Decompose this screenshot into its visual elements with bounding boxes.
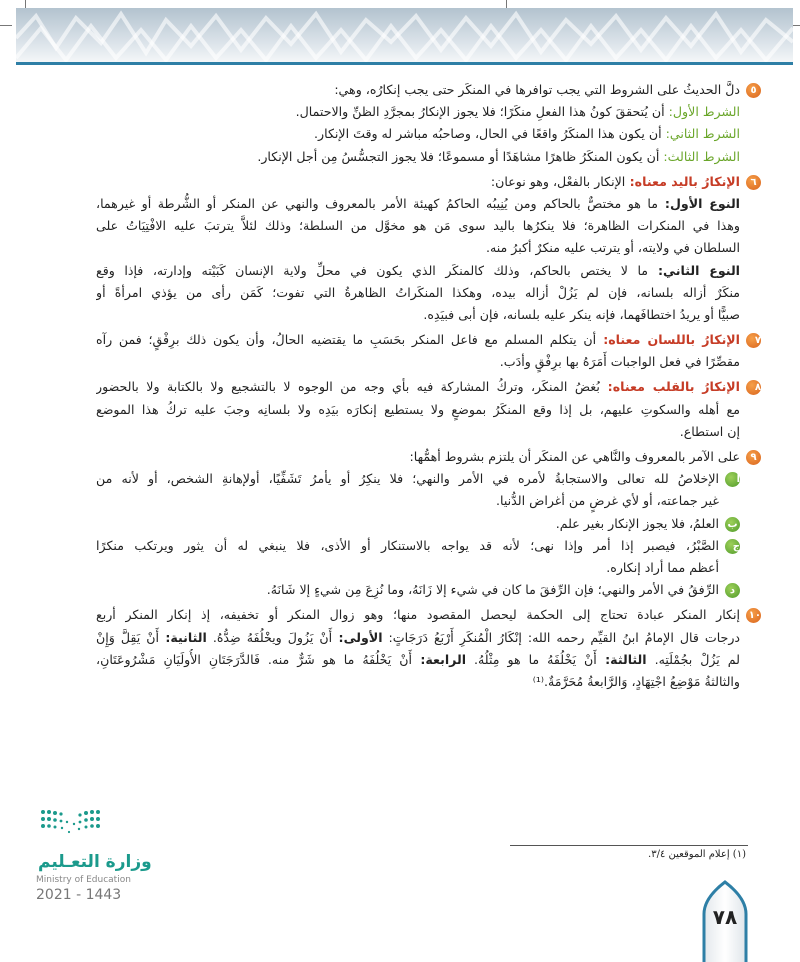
body-text: إن استطاع. [679,423,740,439]
body-text: غير جماعته، أو لأي غرضٍ من أغراض الدُّنيا. [496,493,719,509]
text-line [96,604,761,626]
number-badge-icon: ج [725,539,740,554]
text-line [96,446,761,468]
number-badge-icon: ٧ [746,333,761,348]
text-line [96,557,761,579]
body-text: الإخلاصُ لله تعالى والاستجابةُ لأمره في الأمر والنهي؛ فلا ينكِرُ أو يأمرُ تَشَفِّيًا، أولإهانةِ الشخص، أو لأنه من [96,471,719,487]
text-line [96,146,761,168]
text-line [96,627,761,649]
body-text: ما لا يختص بالحاكم، وذلك كالمنكَر الذي يكون في محلِّ ولاية الإنسان كَبَيْته وإدارته، فإذا وقع [96,262,649,278]
text-line [96,282,761,304]
body-text: بُغضُ المنكَر، وتركُ المشاركة فيه بأي وجه من الوجوه لا بالتشجيع ولا بالكتابة ولا بالحضور [96,379,600,395]
crop-mark [0,25,12,26]
label: الثالثة: [596,651,647,667]
text-line [96,490,761,512]
body-text: الصَّبْرُ، فيصبر إذا أمر وإذا نهى؛ لأنه قد يواجه بالاستنكار أو الأذى، فلا ينبغي له أن يثور ويرتكب منكرًا [96,537,719,553]
section-7 [96,329,761,373]
label: الأولى: [332,629,383,645]
arabesque-pattern [16,8,793,62]
sub-item [96,579,761,601]
label: النوع الثاني: [648,262,740,278]
body-text: صبيًّا أو يريدُ اختطافَهما، فإنه ينكر عليه بلسانه، فإن أبى فبيَدِه. [423,306,740,322]
number-badge-icon: ب [725,517,740,532]
body-text: أَنْ يَخْلُفَهُ ما هو شَرٌّ منه. فَالدَّرَجَتَانِ الأُولَيَانِ مَشْرُوعَتَانِ، [96,651,412,667]
section-heading: الإنكارُ بالقلب معناه: [599,379,740,395]
footnote: (١) إعلام الموقعين ٣/٤. [648,849,746,860]
text-line [96,237,761,259]
number-badge-icon: ١٠ [746,608,761,623]
number-badge-icon: ٥ [746,83,761,98]
text-line [96,671,761,693]
body-text: السلطان في ولايته، أو يترتب عليه منكرٌ أكبرُ منه. [485,240,740,256]
body-text: مع أهله والسكوتِ عليهم، بل إذا وقع المنكَرُ بموضعٍ ولا يستطيع إنكارَه بيَدِه ولا بلسانِه وجبَ عليه تركُ هذا الموضع [96,401,740,417]
label: الرابعة: [412,651,467,667]
text-line [96,215,761,237]
body-text: منكَرٌ أزاله بلسانه، فإن لم يَزُلْ أزاله بيده، وهكذا المنكَراتُ الظاهرةُ التي تفوت؛ كَمَن رأى من يؤذي امرأةً أو [96,284,740,300]
body-text: دلَّ الحديثُ على الشروط التي يجب توافرها في المنكَر حتى يجب إنكارُه، وهي: [334,82,740,97]
section-heading: الإنكارُ باليد معناه: [625,173,740,189]
body-text: أن يكون المنكَرُ ظاهرًا مشاهَدًا أو مسموعًا؛ فلا يجوز التجسُّسُ مِن أجل الإنكار. [257,148,660,164]
sub-item [96,535,761,579]
lesson-content [96,79,761,696]
text-line [96,579,761,601]
body-text: الرِّفقُ في الأمر والنهي؛ فإن الرِّفقَ ما كان في شيء إلا زَانَهُ، وما نُزِعَ مِن شيءٍ إلا شَانَهُ. [266,582,719,598]
text-line [96,101,761,123]
number-badge-icon: أ [725,472,740,487]
text-line [96,171,761,193]
footnote-rule [510,845,748,846]
text-line [96,123,761,145]
body-text: أن يتكلم المسلم مع فاعل المنكر بحَسَبِ ما يقتضيه الحالُ، وأن يكون ذلك برِفْقٍ؛ فمن رآه [96,332,597,348]
body-text: أعظم مما أراد إنكاره. [606,559,719,575]
header-rule [16,62,793,65]
section-9 [96,446,761,601]
ministry-logo-dots-icon [40,808,102,848]
body-text: وهذا في المنكرات الظاهرة؛ فلا ينكرُها باليد سوى مَن هو مخوَّل من السلطة؛ وذلك لئلاَّ يترتبَ عليه الافْتِيَاتُ على [96,218,740,234]
number-badge-icon: ٦ [746,175,761,190]
section-5 [96,79,761,168]
body-text: مقصِّرًا في فعل الواجبات أَمَرَهُ بها برِفْقٍ وأدَب. [499,354,740,370]
ministry-name-arabic: وزارة التعـليم [38,852,152,872]
number-badge-icon: د [725,583,740,598]
number-badge-icon: ٩ [746,450,761,465]
ministry-logo [40,808,102,852]
label: الثانية: [158,629,207,645]
sub-item [96,468,761,512]
text-line [96,513,761,535]
text-line [96,399,761,421]
text-line [96,421,761,443]
label: النوع الأول: [658,195,740,211]
body-text: على الآمر بالمعروف والنَّاهي عن المنكَر أن يلتزم بشروط أهمُّها: [409,449,740,464]
body-text: ما هو مختصٌّ بالحاكم ومن يُنِيبُه الحاكمُ كهيئة الأمر بالمعروف والنهي عن المنكر أو الشُّرطة أو غيرهما، [96,195,659,211]
section-10 [96,604,761,693]
body-text: لم يَزُلْ بجُمْلَتِه. [646,651,740,667]
text-line [96,193,761,215]
body-text: أَنْ يَزُولَ ويخْلُفَهُ ضِدُّهُ. [206,629,333,645]
edition-years: 2021 - 1443 [36,887,122,903]
section-heading: الإنكارُ باللسان معناه: [596,332,740,348]
body-text: أن يُتحققَ كونُ هذا الفعلِ منكَرًا؛ فلا يجوز الإنكارُ بمجرَّدِ الظنِّ والاحتمال. [295,104,665,120]
ministry-name-english: Ministry of Education [36,875,131,885]
label: الشرط الثالث: [659,148,740,164]
body-text: العلمُ، فلا يجوز الإنكار بغير علم. [555,515,719,531]
text-line [96,376,761,398]
body-text: درجات قال الإمامُ ابنُ القيِّم رحمه الله: إنْكَارُ الْمُنكَرِ أَرْبَعُ دَرَجَاتٍ: [382,629,741,645]
page-number: ٧٨ [712,905,738,929]
text-line [96,535,761,557]
sub-item [96,513,761,535]
text-line [96,649,761,671]
body-text: أن يكون هذا المنكَرُ واقعًا في الحال، وصاحبُه مباشر له وقتَ الإنكار. [314,126,662,142]
body-text: إنكار المنكر عبادة تحتاج إلى الحكمة ليحصل المقصود منها؛ وهو زوال المنكر أو تخفيفه، إذ إنكار المنكر أربع [96,607,740,623]
text-line [96,304,761,326]
text-line [96,260,761,282]
number-badge-icon: ٨ [746,380,761,395]
text-line [96,79,761,101]
text-line [96,351,761,373]
text-line [96,468,761,490]
decorative-header-band [16,8,793,62]
section-8 [96,376,761,443]
label: الشرط الأول: [664,104,740,120]
label: الشرط الثاني: [661,126,740,142]
section-6 [96,171,761,326]
body-text: والثالثةُ مَوْضِعُ اجْتِهَادٍ، وَالرَّابعةُ مُحَرَّمَةٌ.⁽¹⁾ [532,673,740,689]
body-text: أَنْ يَقِلَّ وَإِنْ [96,629,159,645]
text-line [96,329,761,351]
body-text: الإنكار بالفعْل، وهو نوعان: [490,173,626,189]
body-text: أَنْ يَخْلُفَهُ ما هو مِثْلُهُ. [466,651,597,667]
